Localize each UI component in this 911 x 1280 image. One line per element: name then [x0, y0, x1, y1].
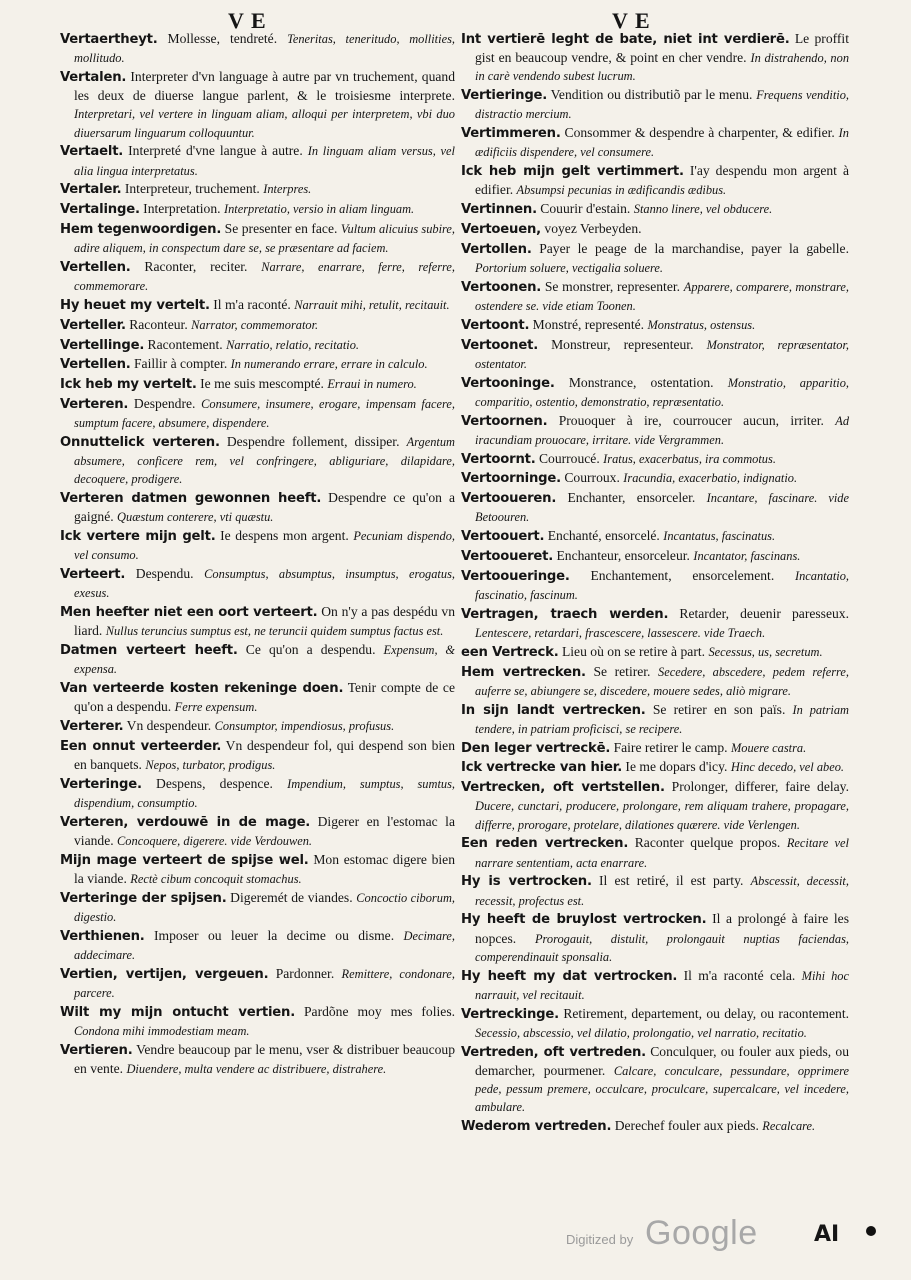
entry-french: Raconter, reciter.: [144, 259, 248, 274]
entry-headword: Ick heb mijn gelt vertimmert.: [461, 164, 684, 180]
entry-french: Pardõne moy mes folies.: [303, 1003, 456, 1019]
entry-latin: Narrauit mihi, retulit, recitauit.: [294, 298, 450, 312]
entry-headword: Men heefter niet een oort verteert.: [60, 605, 318, 621]
dictionary-entry: [461, 450, 849, 469]
entry-french: Il m'a raconté cela.: [683, 967, 796, 983]
dictionary-entry: [461, 162, 849, 199]
entry-headword: Vertooueringe.: [461, 568, 570, 584]
entry-headword: Den leger vertreckē.: [461, 740, 611, 756]
entry-headword: In sijn landt vertrecken.: [461, 702, 646, 718]
entry-french: Vn despendeur.: [126, 718, 212, 734]
dictionary-entry: [461, 240, 849, 277]
entry-french: Raconter quelque propos.: [634, 835, 781, 851]
entry-latin: Recalcare.: [762, 1118, 816, 1133]
entry-headword: Vertrecken, oft vertstellen.: [461, 780, 665, 796]
entry-french: Lieu où on se retire à part.: [561, 643, 706, 659]
entry-headword: Hy heuet my vertelt.: [60, 298, 210, 313]
entry-latin: Decimare, addecimare.: [74, 928, 456, 963]
entry-headword: Verteller.: [60, 317, 126, 333]
entry-headword: Vertellen.: [60, 260, 131, 275]
entry-latin: Recitare vel narrare sententiam, acta enarrare.: [475, 836, 849, 870]
dictionary-entry: [60, 889, 455, 926]
dictionary-entry: [60, 603, 455, 640]
dictionary-entry: [60, 737, 455, 774]
entry-french: Vendition ou distributiõ par le menu.: [550, 87, 753, 103]
dictionary-entry: [461, 910, 849, 966]
entry-headword: Wederom vertreden.: [461, 1118, 612, 1134]
entry-french: Il est retiré, il est party.: [598, 873, 744, 889]
dictionary-entry: [60, 30, 455, 67]
entry-latin: Mouere castra.: [730, 740, 807, 755]
dictionary-entry: [461, 336, 849, 373]
entry-french: Enchanter, ensorceler.: [567, 490, 696, 506]
entry-french: Se presenter en face.: [224, 221, 338, 236]
entry-french: Courroux.: [564, 470, 620, 486]
dictionary-entry: [60, 927, 455, 964]
entry-headword: Vertaelt.: [60, 144, 124, 160]
right-column: [461, 30, 849, 1137]
entry-headword: Vertooueret.: [461, 548, 554, 564]
entry-french: Vn despendeur fol, qui despend son bien en banquets.: [74, 737, 456, 773]
dictionary-entry: [461, 200, 849, 219]
entry-headword: Vertoouert.: [461, 529, 545, 545]
dictionary-entry: [461, 739, 849, 758]
entry-french: Interpretation.: [143, 201, 221, 217]
entry-french: Despens, despence.: [156, 775, 273, 791]
entry-french: Derechef fouler aux pieds.: [614, 1117, 759, 1133]
entry-latin: Monstratus, ostensus.: [647, 317, 756, 332]
dictionary-entry: [461, 1117, 849, 1136]
entry-latin: Incantatio, fascinatio, fascinum.: [475, 568, 849, 602]
entry-french: Courroucé.: [538, 450, 600, 466]
entry-latin: In numerando errare, errare in calculo.: [230, 357, 428, 372]
entry-latin: Narrator, commemorator.: [191, 317, 319, 332]
entry-latin: Secedere, abscedere, pedem referre, auferre se, abiungere se, discedere, mouere sedes, aliò migrare.: [475, 664, 849, 698]
entry-latin: Nullus teruncius sumptus est, ne teruncii quidem sumptus factus est.: [105, 624, 444, 639]
entry-latin: Argentum absumere, conficere rem, vel confringere, abliguriare, dilapidare, decoquere, prodigere.: [74, 434, 455, 487]
entry-french: Raconteur.: [129, 316, 188, 332]
entry-headword: Vertinnen.: [461, 202, 537, 218]
entry-latin: Pecuniam dispendo, vel consumo.: [74, 529, 455, 563]
entry-french: Digerer en l'estomac la viande.: [74, 813, 455, 849]
entry-headword: Vertooninge.: [461, 375, 555, 391]
entry-french: Monstreur, representeur.: [551, 336, 694, 352]
entry-french: Prouoquer à ire, courroucer aucun, irriter.: [558, 412, 824, 428]
entry-headword: Ick vertere mijn gelt.: [60, 529, 216, 545]
entry-latin: Portorium soluere, vectigalia soluere.: [475, 261, 664, 275]
entry-french: Il m'a raconté.: [213, 297, 291, 312]
dictionary-entry: [60, 965, 455, 1002]
entry-headword: Hem vertrecken.: [461, 664, 586, 680]
dictionary-entry: [60, 395, 455, 432]
dictionary-entry: [60, 68, 455, 142]
entry-latin: Ad iracundiam prouocare, irritare. vide Vergrammen.: [475, 413, 850, 447]
entry-latin: Narratio, relatio, recitatio.: [226, 337, 360, 352]
entry-french: Interpreté d'vne langue à autre.: [128, 143, 303, 159]
entry-french: Vendre beaucoup par le menu, vser & distribuer beaucoup en vente.: [74, 1041, 455, 1077]
entry-french: voyez Verbeyden.: [544, 221, 642, 236]
entry-latin: Concoquere, digerere. vide Verdouwen.: [117, 834, 313, 849]
entry-headword: Verteringe der spijsen.: [60, 890, 227, 906]
entry-latin: Consumptor, impendiosus, profusus.: [214, 719, 395, 734]
entry-headword: Hy heeft de bruylost vertrocken.: [461, 912, 707, 928]
entry-headword: Onnuttelick verteren.: [60, 434, 220, 450]
entry-headword: Vertreckinge.: [461, 1006, 559, 1022]
entry-french: Imposer ou leuer la decime ou disme.: [154, 927, 395, 943]
entry-latin: Vultum alicuius subire, adire aliquem, in conspectum dare se, se præsentare ad faciem.: [74, 222, 455, 256]
entry-french: Enchanté, ensorcelé.: [547, 528, 660, 544]
dictionary-entry: [60, 717, 455, 736]
dictionary-entry: [60, 565, 455, 602]
entry-headword: Vertragen, traech werden.: [461, 606, 669, 622]
entry-latin: Ferre expensum.: [174, 700, 258, 715]
entry-french: Il a prolongé à faire les nopces.: [475, 911, 850, 946]
dictionary-entry: [461, 527, 849, 546]
entry-latin: Incantator, fascinans.: [693, 548, 801, 563]
entry-headword: Vertimmeren.: [461, 126, 561, 142]
entry-headword: Verteren, verdouwē in de mage.: [60, 814, 311, 830]
digitized-by-label: Digitized by: [566, 1232, 634, 1247]
dictionary-entry: [60, 355, 455, 374]
entry-headword: Vertoorninge.: [461, 471, 561, 487]
entry-french: Interpreter d'vn language à autre par vn truchement, quand les deux de diuerse langue parlent, & le troisiesme interprete.: [74, 69, 455, 104]
entry-latin: Remittere, condonare, parcere.: [74, 966, 455, 1001]
dictionary-entry: [461, 663, 849, 700]
entry-headword: Vertaertheyt.: [60, 32, 158, 47]
entry-latin: Incantatus, fascinatus.: [663, 529, 776, 544]
entry-headword: Ick heb my vertelt.: [60, 377, 197, 393]
dictionary-entry: [461, 778, 849, 834]
entry-latin: Interpretari, vel vertere in linguam aliam, alloqui per interpretem, vbi duo diuersarum linguarum colloquuntur.: [74, 107, 455, 140]
dictionary-entry: [461, 834, 849, 871]
entry-french: Retirement, departement, ou delay, ou racontement.: [563, 1005, 849, 1021]
entry-french: Retarder, deuenir paresseux.: [679, 605, 849, 621]
entry-french: Despendre ce qu'on a gaigné.: [74, 490, 455, 525]
dictionary-entry: [461, 374, 849, 411]
dictionary-entry: [461, 967, 849, 1004]
entry-headword: Vertoornt.: [461, 451, 536, 467]
dictionary-entry: [60, 258, 455, 295]
entry-latin: Interpres.: [263, 182, 312, 197]
entry-french: Despendre follement, dissiper.: [226, 433, 400, 449]
entry-latin: In linguam aliam versus, vel alia lingua interpretatus.: [74, 144, 455, 178]
entry-headword: Van verteerde kosten rekeninge doen.: [60, 681, 344, 697]
entry-headword: Vertollen.: [461, 241, 532, 257]
entry-headword: Vertien, vertijen, vergeuen.: [60, 966, 269, 982]
dictionary-entry: [461, 643, 849, 662]
entry-latin: Impendium, sumptus, sumtus, dispendium, consumptio.: [74, 776, 456, 811]
entry-latin: Stanno linere, vel obducere.: [633, 202, 773, 217]
entry-headword: Vertalinge.: [60, 202, 140, 218]
dictionary-entry: [461, 278, 849, 315]
entry-french: Enchantement, ensorcelement.: [590, 567, 775, 583]
entry-french: Digeremét de viandes.: [230, 889, 353, 905]
entry-headword: Vertellinge.: [60, 337, 145, 353]
dictionary-entry: [461, 872, 849, 909]
entry-latin: Diuendere, multa vendere ac distribuere, distrahere.: [126, 1062, 387, 1077]
entry-latin: Monstratio, apparitio, comparitio, ostentio, demonstratio, repræsentatio.: [475, 375, 849, 409]
dictionary-entry: [60, 296, 455, 315]
entry-french: Despendu.: [135, 566, 194, 582]
dictionary-entry: [461, 124, 849, 161]
entry-latin: Abscessit, decessit, recessit, profectus est.: [475, 874, 849, 908]
entry-headword: Hem tegenwoordigen.: [60, 222, 222, 237]
entry-headword: Verteert.: [60, 567, 126, 583]
entry-headword: Vertooueren.: [461, 491, 557, 507]
entry-latin: Absumpsi pecunias in ædificandis ædibus.: [516, 183, 727, 198]
dictionary-entry: [60, 1041, 455, 1078]
entry-latin: Consumere, insumere, erogare, impensam facere, sumptum facere, absumere, dispendere.: [74, 396, 455, 431]
entry-latin: Secessus, us, secretum.: [708, 644, 823, 659]
entry-latin: In distrahendo, non in carè vendendo subest lucrum.: [475, 51, 850, 84]
entry-french: Consommer & despendre à charpenter, & edifier.: [564, 125, 835, 141]
entry-headword: Verterer.: [60, 719, 124, 735]
dictionary-entry: [60, 813, 455, 850]
entry-latin: Ducere, cunctari, producere, prolongare, rem aliquam trahere, propagare, differre, prorogare, protelare, dilationes quærere. vide Verlengen.: [475, 799, 849, 832]
dictionary-entry: [60, 775, 455, 812]
header-right: V E: [612, 8, 651, 33]
dictionary-entry: [461, 1005, 849, 1042]
entry-french: Mollesse, tendreté.: [167, 31, 278, 46]
entry-french: Monstrance, ostentation.: [568, 374, 714, 390]
entry-headword: Verthienen.: [60, 928, 145, 944]
entry-headword: Mijn mage verteert de spijse wel.: [60, 852, 309, 868]
entry-latin: Iracundia, exacerbatio, indignatio.: [623, 471, 798, 486]
entry-french: Enchanteur, ensorceleur.: [556, 547, 690, 563]
entry-french: Ie despens mon argent.: [220, 528, 349, 544]
entry-headword: Vertellen.: [60, 357, 131, 373]
entry-headword: Vertoornen.: [461, 413, 548, 429]
entry-headword: Vertoont.: [461, 317, 530, 333]
entry-french: Monstré, representé.: [532, 316, 645, 332]
entry-french: Ce qu'on a despendu.: [245, 642, 376, 658]
dictionary-entry: [60, 142, 455, 179]
dictionary-entry: [461, 567, 849, 604]
entry-headword: Een onnut verteerder.: [60, 738, 222, 754]
entry-french: Mon estomac digere bien la viande.: [74, 851, 455, 887]
dictionary-entry: [60, 375, 455, 394]
entry-french: Prolonger, differer, faire delay.: [671, 779, 849, 795]
left-column: [60, 30, 455, 1079]
dictionary-entry: [461, 86, 849, 123]
google-logo: Google: [645, 1214, 758, 1252]
entry-latin: Incantare, fascinare. vide Betoouren.: [475, 491, 849, 525]
entry-french: Ie me dopars d'icy.: [625, 759, 728, 775]
entry-headword: Datmen verteert heeft.: [60, 643, 238, 659]
entry-french: Racontement.: [147, 336, 223, 352]
entry-headword: Verteringe.: [60, 776, 142, 792]
entry-headword: Verteren datmen gewonnen heeft.: [60, 491, 322, 507]
page-bullet: [866, 1226, 876, 1236]
dictionary-entry: [461, 412, 849, 449]
dictionary-entry: [60, 180, 455, 199]
entry-headword: Ick vertrecke van hier.: [461, 760, 623, 776]
dictionary-entry: [60, 433, 455, 489]
entry-headword: Vertaler.: [60, 182, 122, 198]
dictionary-entry: [461, 605, 849, 642]
entry-latin: In ædificiis dispendere, vel consumere.: [475, 126, 849, 160]
entry-headword: Vertieren.: [60, 1042, 133, 1058]
entry-latin: Calcare, conculcare, pessundare, opprimere pede, pessum premere, occulcare, proculcare, supercalcare, vel incedere, ambulare.: [475, 1063, 850, 1115]
dictionary-entry: [461, 547, 849, 566]
entry-latin: Concoctio ciborum, digestio.: [74, 890, 455, 925]
header-left: V E: [228, 8, 267, 33]
dictionary-entry: [60, 641, 455, 678]
entry-french: Tenir compte de ce qu'on a despendu.: [74, 680, 456, 715]
entry-latin: Apparere, comparere, monstrare, ostendere se. vide etiam Toonen.: [475, 279, 849, 313]
dictionary-entry: [60, 336, 455, 355]
entry-headword: Verteren.: [60, 396, 129, 412]
entry-french: Se monstrer, representer.: [544, 278, 681, 294]
entry-latin: Narrare, enarrare, ferre, referre, commemorare.: [74, 260, 455, 294]
entry-headword: Vertalen.: [60, 70, 127, 85]
entry-headword: Hy heeft my dat vertrocken.: [461, 968, 678, 984]
entry-latin: Quæstum conterere, vti quæstu.: [117, 510, 274, 525]
entry-latin: Secessio, abscessio, vel dilatio, prolongatio, vel narratio, recitatio.: [475, 1025, 807, 1040]
entry-french: On n'y a pas despédu vn liard.: [74, 604, 455, 639]
entry-headword: Int vertierē leght de bate, niet int verdierē.: [461, 32, 790, 47]
entry-french: Faire retirer le camp.: [613, 739, 728, 755]
entry-french: I'ay despendu mon argent à edifier.: [475, 163, 849, 198]
entry-french: Despendre.: [133, 395, 196, 411]
dictionary-entry: [461, 316, 849, 335]
entry-headword: een Vertreck.: [461, 644, 559, 660]
entry-headword: Vertoeuen,: [461, 222, 541, 237]
entry-latin: Teneritas, teneritudo, mollities, mollitudo.: [74, 32, 455, 66]
entry-latin: Iratus, exacerbatus, ira commotus.: [603, 451, 776, 466]
dictionary-entry: [461, 469, 849, 488]
entry-latin: Rectè cibum concoquit stomachus.: [130, 872, 302, 887]
entry-latin: Prorogauit, distulit, prolongauit nuptias faciendas, comperendinauit sponsalia.: [475, 931, 849, 964]
entry-headword: Vertoonet.: [461, 337, 539, 353]
entry-latin: Hinc decedo, vel abeo.: [730, 760, 844, 775]
entry-french: Pardonner.: [275, 965, 335, 981]
dictionary-entry: [60, 200, 455, 219]
dictionary-entry: [461, 758, 849, 777]
dictionary-entry: [461, 30, 849, 86]
entry-french: Interpreteur, truchement.: [124, 181, 260, 197]
dictionary-entry: [461, 489, 849, 526]
entry-headword: Een reden vertrecken.: [461, 836, 629, 852]
entry-latin: Nepos, turbator, prodigus.: [145, 758, 276, 773]
dictionary-entry: [60, 527, 455, 564]
entry-headword: Vertieringe.: [461, 88, 548, 104]
entry-french: Se retirer.: [593, 663, 651, 679]
entry-french: Faillir à compter.: [133, 356, 228, 372]
dictionary-entry: [461, 220, 849, 239]
entry-latin: Monstrator, repræsentator, ostentator.: [475, 337, 849, 371]
dictionary-entry: [60, 1003, 455, 1040]
entry-latin: Lentescere, retardari, frascescere, lassescere. vide Traech.: [475, 625, 766, 640]
entry-french: Payer le peage de la marchandise, payer la gabelle.: [539, 240, 849, 256]
entry-french: Conculquer, ou fouler aux pieds, ou demarcher, pourmener.: [475, 1043, 849, 1078]
entry-headword: Wilt my mijn ontucht vertien.: [60, 1004, 296, 1020]
dictionary-entry: [60, 851, 455, 888]
dictionary-entry: [60, 316, 455, 335]
entry-french: Se retirer en son païs.: [652, 701, 786, 717]
dictionary-entry: [461, 1043, 849, 1117]
entry-headword: Vertreden, oft vertreden.: [461, 1044, 646, 1060]
entry-latin: Erraui in numero.: [327, 377, 417, 392]
entry-french: Le proffit gist en beaucoup vendre, & point en cher vendre.: [475, 31, 849, 66]
entry-latin: Interpretatio, versio in aliam linguam.: [223, 202, 415, 217]
dictionary-entry: [60, 679, 455, 716]
entry-latin: In patriam tendere, in patriam proficisci, se recipere.: [475, 702, 849, 736]
entry-latin: Expensum, & expensa.: [74, 643, 455, 677]
dictionary-entry: [60, 489, 455, 526]
entry-latin: Condona mihi immodestiam meam.: [74, 1024, 250, 1039]
entry-latin: Mihi hoc narrauit, vel recitauit.: [475, 968, 849, 1002]
entry-latin: Frequens venditio, distractio mercium.: [475, 88, 849, 122]
entry-headword: Hy is vertrocken.: [461, 874, 592, 890]
dictionary-entry: [461, 701, 849, 738]
entry-french: Couurir d'estain.: [540, 201, 631, 217]
entry-headword: Vertoonen.: [461, 279, 542, 295]
entry-latin: Consumptus, absumptus, insumptus, erogatus, exesus.: [74, 567, 455, 601]
page-number: AI: [814, 1222, 840, 1247]
entry-french: Ie me suis mescompté.: [200, 376, 324, 392]
dictionary-entry: [60, 220, 455, 257]
